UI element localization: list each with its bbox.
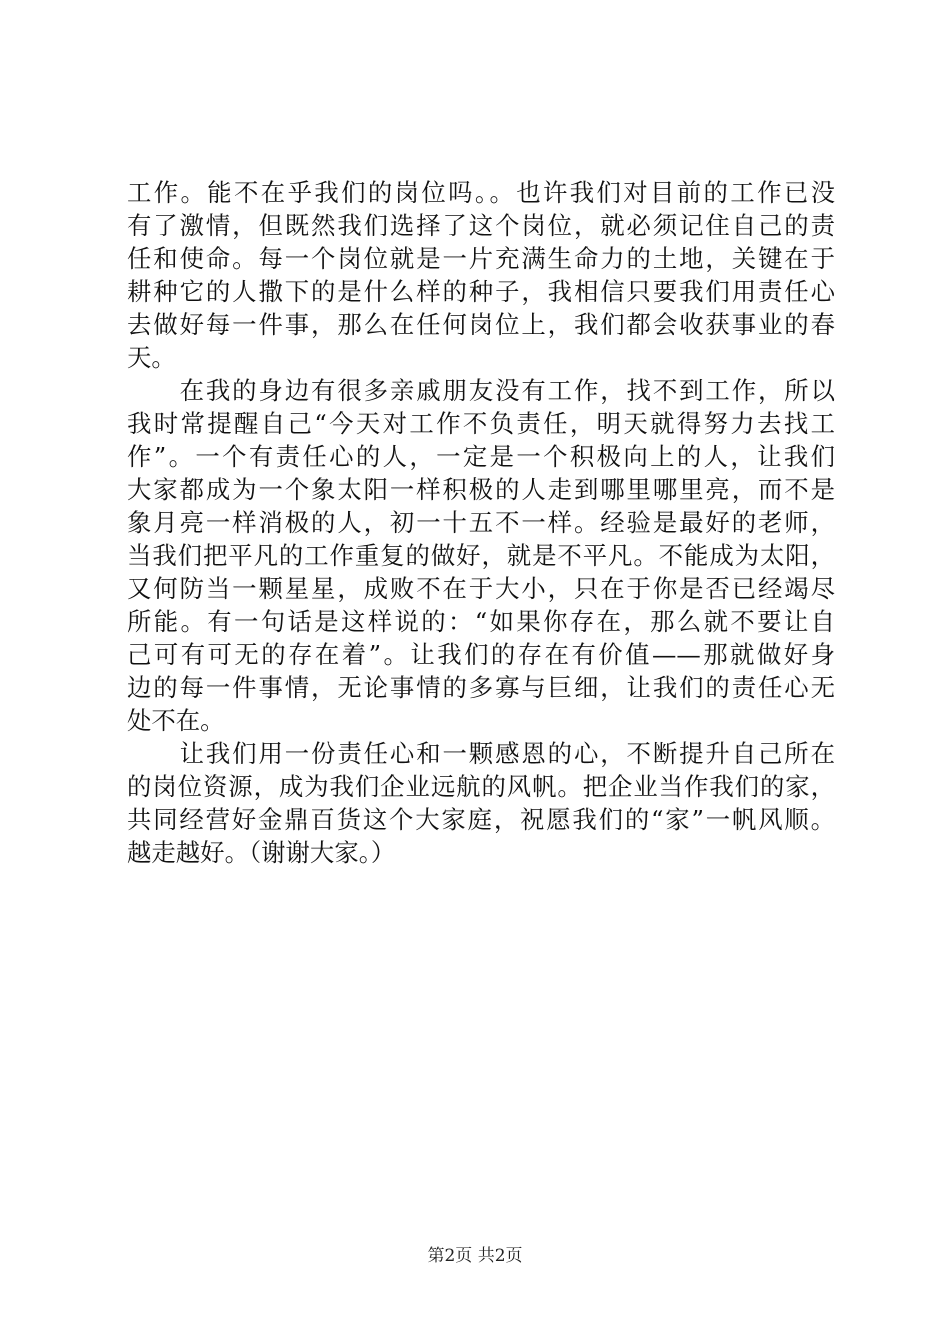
text-line: 己可有可无的存在着”。让我们的存在有价值——那就做好身 [127, 640, 835, 669]
paragraph-2 [127, 374, 835, 737]
text-line: 耕种它的人撒下的是什么样的种子，我相信只要我们用责任心 [127, 277, 835, 306]
body-text [127, 176, 835, 869]
text-line: 大家都成为一个象太阳一样积极的人走到哪里哪里亮，而不是 [127, 475, 835, 504]
text-line: 任和使命。每一个岗位就是一片充满生命力的土地，关键在于 [127, 244, 835, 273]
text-line: 处不在。 [127, 706, 225, 735]
text-line: 在我的身边有很多亲戚朋友没有工作，找不到工作，所以 [127, 376, 835, 405]
text-line: 去做好每一件事，那么在任何岗位上，我们都会收获事业的春 [127, 310, 835, 339]
text-line: 有了激情，但既然我们选择了这个岗位，就必须记住自己的责 [127, 211, 835, 240]
text-line: 工作。能不在乎我们的岗位吗。。也许我们对目前的工作已没 [127, 178, 835, 207]
text-line: 边的每一件事情，无论事情的多寡与巨细，让我们的责任心无 [127, 673, 835, 702]
text-line: 让我们用一份责任心和一颗感恩的心，不断提升自己所在 [127, 739, 835, 768]
text-line: 象月亮一样消极的人，初一十五不一样。经验是最好的老师， [127, 508, 835, 537]
text-line: 我时常提醒自己“今天对工作不负责任，明天就得努力去找工 [127, 409, 835, 438]
text-line: 当我们把平凡的工作重复的做好，就是不平凡。不能成为太阳， [127, 541, 835, 570]
text-line: 又何防当一颗星星，成败不在于大小，只在于你是否已经竭尽 [127, 574, 835, 603]
text-line: 天。 [127, 343, 176, 372]
text-line: 共同经营好金鼎百货这个大家庭，祝愿我们的“家”一帆风顺。 [127, 805, 835, 834]
text-line: 的岗位资源，成为我们企业远航的风帆。把企业当作我们的家， [127, 772, 835, 801]
page-footer: 第2页 共2页 [427, 1246, 523, 1266]
paragraph-3 [127, 737, 835, 869]
text-line: 作”。一个有责任心的人，一定是一个积极向上的人，让我们 [127, 442, 835, 471]
text-line: 所能。有一句话是这样说的：“如果你存在，那么就不要让自 [127, 607, 835, 636]
text-line: 越走越好。（谢谢大家。） [127, 838, 396, 867]
paragraph-1 [127, 176, 835, 374]
